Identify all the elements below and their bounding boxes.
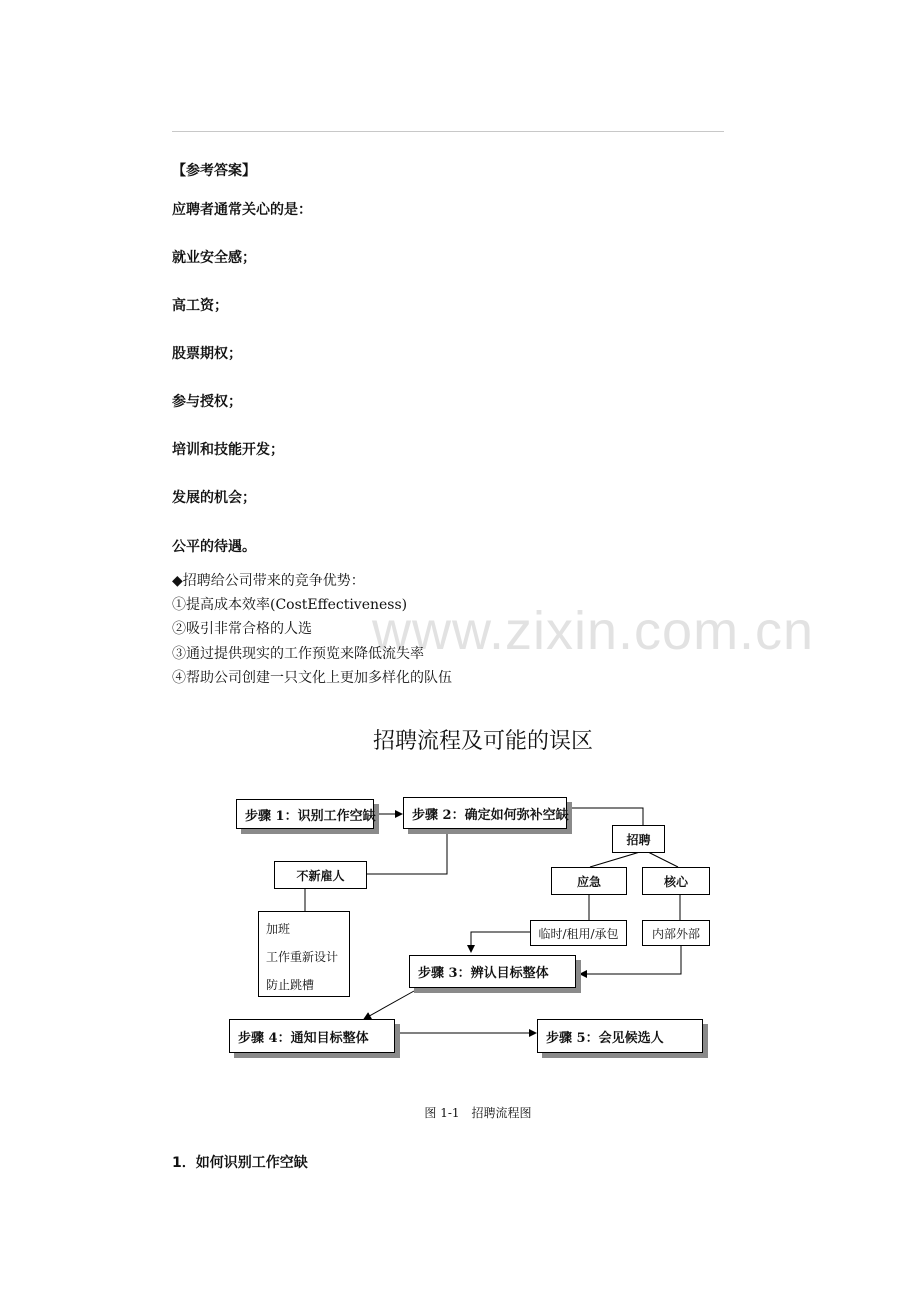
answer-item: 培训和技能开发；	[172, 442, 284, 458]
temp-box: 临时/租用/承包	[530, 920, 627, 946]
answer-item: 发展的机会；	[172, 490, 256, 506]
arrow-internal-step3	[580, 946, 681, 974]
arrow-step3-step4	[364, 991, 414, 1019]
answer-intro: 应聘者通常关心的是：	[172, 202, 312, 218]
advantage-item: ①提高成本效率(CostEffectiveness)	[172, 597, 408, 613]
answer-item: 高工资；	[172, 298, 228, 314]
recruit-box: 招聘	[612, 825, 665, 853]
step3-box: 步骤 3：辨认目标整体	[409, 955, 576, 988]
step5-box: 步骤 5：会见候选人	[537, 1019, 703, 1053]
emergency-box: 应急	[551, 867, 627, 895]
line-step2-nohire	[367, 829, 447, 874]
section-heading: 1．如何识别工作空缺	[172, 1155, 308, 1171]
advantage-item: ②吸引非常合格的人选	[172, 621, 312, 637]
step4-box: 步骤 4：通知目标整体	[229, 1019, 395, 1053]
option-redesign: 工作重新设计	[266, 950, 339, 964]
core-box: 核心	[642, 867, 710, 895]
option-retention: 防止跳槽	[266, 978, 315, 992]
no-hire-options	[258, 911, 350, 997]
answer-item: 股票期权；	[172, 346, 242, 362]
figure-caption: 图 1-1 招聘流程图	[424, 1106, 532, 1120]
answer-item: 参与授权；	[172, 394, 242, 410]
option-overtime: 加班	[266, 922, 291, 936]
answer-item: 公平的待遇。	[172, 539, 256, 555]
step2-box: 步骤 2：确定如何弥补空缺	[403, 797, 567, 829]
line-step2-recruit	[566, 808, 643, 825]
answer-item: 就业安全感；	[172, 250, 256, 266]
advantage-item: ④帮助公司创建一只文化上更加多样化的队伍	[172, 670, 452, 686]
watermark: www.zixin.com.cn	[372, 601, 815, 661]
line-recruit-emergency	[590, 852, 640, 867]
line-recruit-core	[648, 852, 678, 867]
answer-header: 【参考答案】	[172, 163, 256, 179]
step1-box: 步骤 1：识别工作空缺	[236, 799, 374, 829]
advantages-title: ◆招聘给公司带来的竞争优势：	[172, 573, 365, 589]
internal-external-box: 内部外部	[642, 920, 710, 946]
arrow-temp-step3	[471, 932, 530, 952]
diagram-title: 招聘流程及可能的误区	[372, 729, 593, 754]
no-hire-box: 不新雇人	[274, 861, 367, 889]
advantage-item: ③通过提供现实的工作预览来降低流失率	[172, 646, 424, 662]
